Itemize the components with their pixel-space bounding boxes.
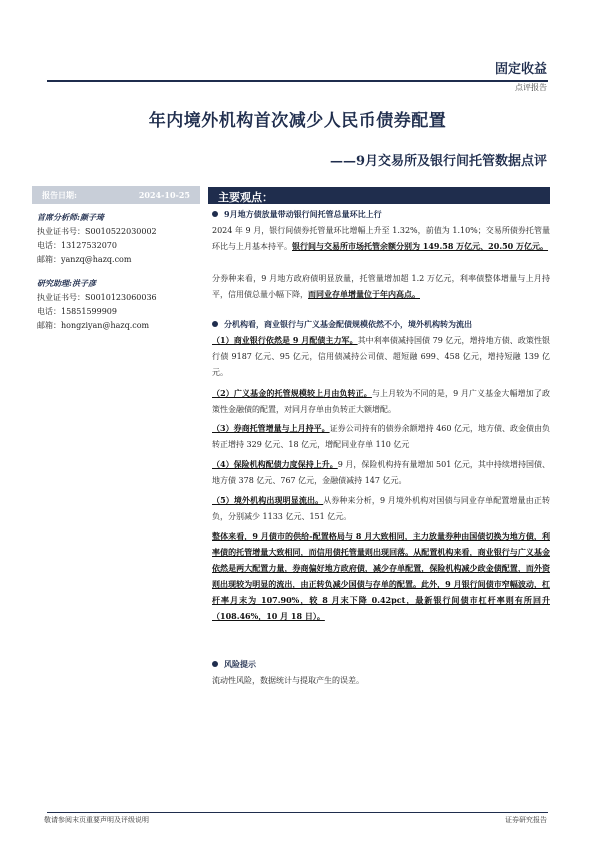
assistant-name: 洪子彦 [71, 278, 96, 288]
footer-disclaimer: 敬请参阅末页重要声明及评级说明 [44, 816, 149, 824]
bullet-risk [212, 659, 256, 670]
paragraph-text: 其中利率债减持国债 79 亿元，增持地方债、政策性银行债 9187 亿元、95 亿元，信用债减持公司债、超短融 699、458 亿元，增持短融 139 亿元。 [212, 336, 551, 377]
key-points-title: 主要观点： [218, 191, 273, 204]
bullet-dot-icon [212, 321, 218, 327]
paragraph-brokers [212, 421, 550, 453]
paragraph-text: 分券种来看，9 月地方政府债明显放量，托管量增加超 1.2 万亿元，利率债整体增量与上月持平，信用债总量小幅下降， [212, 274, 550, 299]
bullet-custody-total [212, 209, 382, 220]
assistant-role: 研究助理: [37, 278, 72, 288]
paragraph-commercial-banks [212, 333, 550, 381]
paragraph-broad-funds [212, 386, 550, 418]
paragraph-emphasis: （2）广义基金的托管规模较上月由负转正。 [212, 388, 372, 398]
paragraph-text: 9 月，保险机构持有量增加 501 亿元，其中持续增持国债、地方债 378 亿元、767 亿元，金融债减持 147 亿元。 [212, 460, 550, 485]
bullet-title: 风险提示 [224, 659, 256, 669]
paragraph-text: 流动性风险，数据统计与提取产生的误差。 [212, 676, 364, 685]
bullet-title: 分机构看，商业银行与广义基金配债规模依然不小，境外机构转为流出 [224, 319, 472, 329]
report-date-box [32, 186, 200, 204]
paragraph-emphasis: （5）境外机构出现明显流出。 [212, 495, 324, 505]
assistant-phone: 电话：15851599909 [37, 307, 117, 316]
paragraph-emphasis: 而同业存单增量位于年内高点。 [308, 288, 420, 299]
paragraph-text: 证券公司持有的债券余额增持 460 亿元，地方债、政金债由负转正增持 329 亿元、18 亿元，增配同业存单 110 亿元 [212, 424, 550, 449]
assistant-email[interactable]: 邮箱：hongziyan@hazq.com [37, 321, 150, 330]
paragraph-emphasis: （1）商业银行依然是 9 月配债主力军。 [212, 335, 358, 345]
analyst-role: 首席分析师: [37, 212, 80, 222]
analyst-cert: 执业证书号：S0010522030002 [37, 227, 157, 236]
report-category: 固定收益 [494, 62, 547, 77]
assistant-heading [37, 278, 96, 289]
bullet-dot-icon [212, 211, 218, 217]
footer-label: 证券研究报告 [505, 816, 547, 824]
report-subtitle: ——9月交易所及银行间托管数据点评 [329, 154, 547, 169]
paragraph-foreign [212, 493, 550, 525]
header-rule [47, 80, 548, 82]
bullet-by-institution [212, 319, 472, 330]
analyst-email[interactable]: 邮箱：yanzq@hazq.com [37, 255, 132, 264]
report-date: 2024-10-25 [138, 190, 190, 200]
analyst-heading [37, 212, 104, 223]
analyst-name: 颜子琦 [79, 212, 104, 222]
key-points-bar [208, 187, 550, 204]
bullet-dot-icon [212, 661, 218, 667]
report-type: 点评报告 [515, 83, 547, 92]
paragraph-emphasis: （4）保险机构配债力度保持上升。 [212, 459, 338, 469]
analyst-phone: 电话：13127532070 [37, 241, 117, 250]
paragraph-emphasis: 整体来看，9 月债市的供给-配置格局与 8 月大致相同，主力放量券种由国债切换为地方债，利率债的托管增量大致相同，而信用债托管量则出现回落。从配置机构来看，商业银行与广义基金依然是两大配置力量，券商偏好地方政府债，减少存单配置，保险机构减少政金债配置，而外资则出现较为明显的流出，由正转负减少国债与存单的配置。此外，9 月银行间债市窄幅波动，杠杆率月末为 107.90%，较 8 月末下降 0.42pct，最新银行间债市杠杆率则有所回升（108.46%，10 月 18 日）。 [212, 531, 550, 621]
footer-rule [47, 812, 548, 813]
paragraph-insurers [212, 457, 550, 489]
paragraph-emphasis: 银行间与交易所市场托管余额分别为 149.58 万亿元、20.50 万亿元。 [292, 240, 549, 251]
paragraph-by-type [212, 271, 550, 303]
paragraph-text: 与上月较为不同的是，9 月广义基金大幅增加了政策性金融债的配置，对同月存单由负转正大额增配。 [212, 389, 550, 414]
paragraph-risk [212, 673, 550, 689]
bullet-title: 9月地方债放量带动银行间托管总量环比上行 [224, 209, 382, 219]
paragraph-custody-total [212, 223, 550, 255]
paragraph-emphasis: （3）券商托管增量与上月持平。 [212, 423, 330, 433]
report-date-label: 报告日期: [42, 190, 77, 200]
paragraph-text: 从券种来分析，9 月境外机构对国债与同业存单配置增量由正转负，分别减少 1133 亿元、151 亿元。 [212, 496, 550, 521]
assistant-cert: 执业证书号：S0010123060036 [37, 293, 157, 302]
report-title: 年内境外机构首次减少人民币债券配置 [148, 111, 447, 131]
paragraph-summary [212, 529, 550, 624]
paragraph-text: 2024 年 9 月，银行间债券托管量环比增幅上升至 1.32%，前值为 1.10%；交易所债券托管量环比与上月基本持平。 [212, 226, 550, 251]
